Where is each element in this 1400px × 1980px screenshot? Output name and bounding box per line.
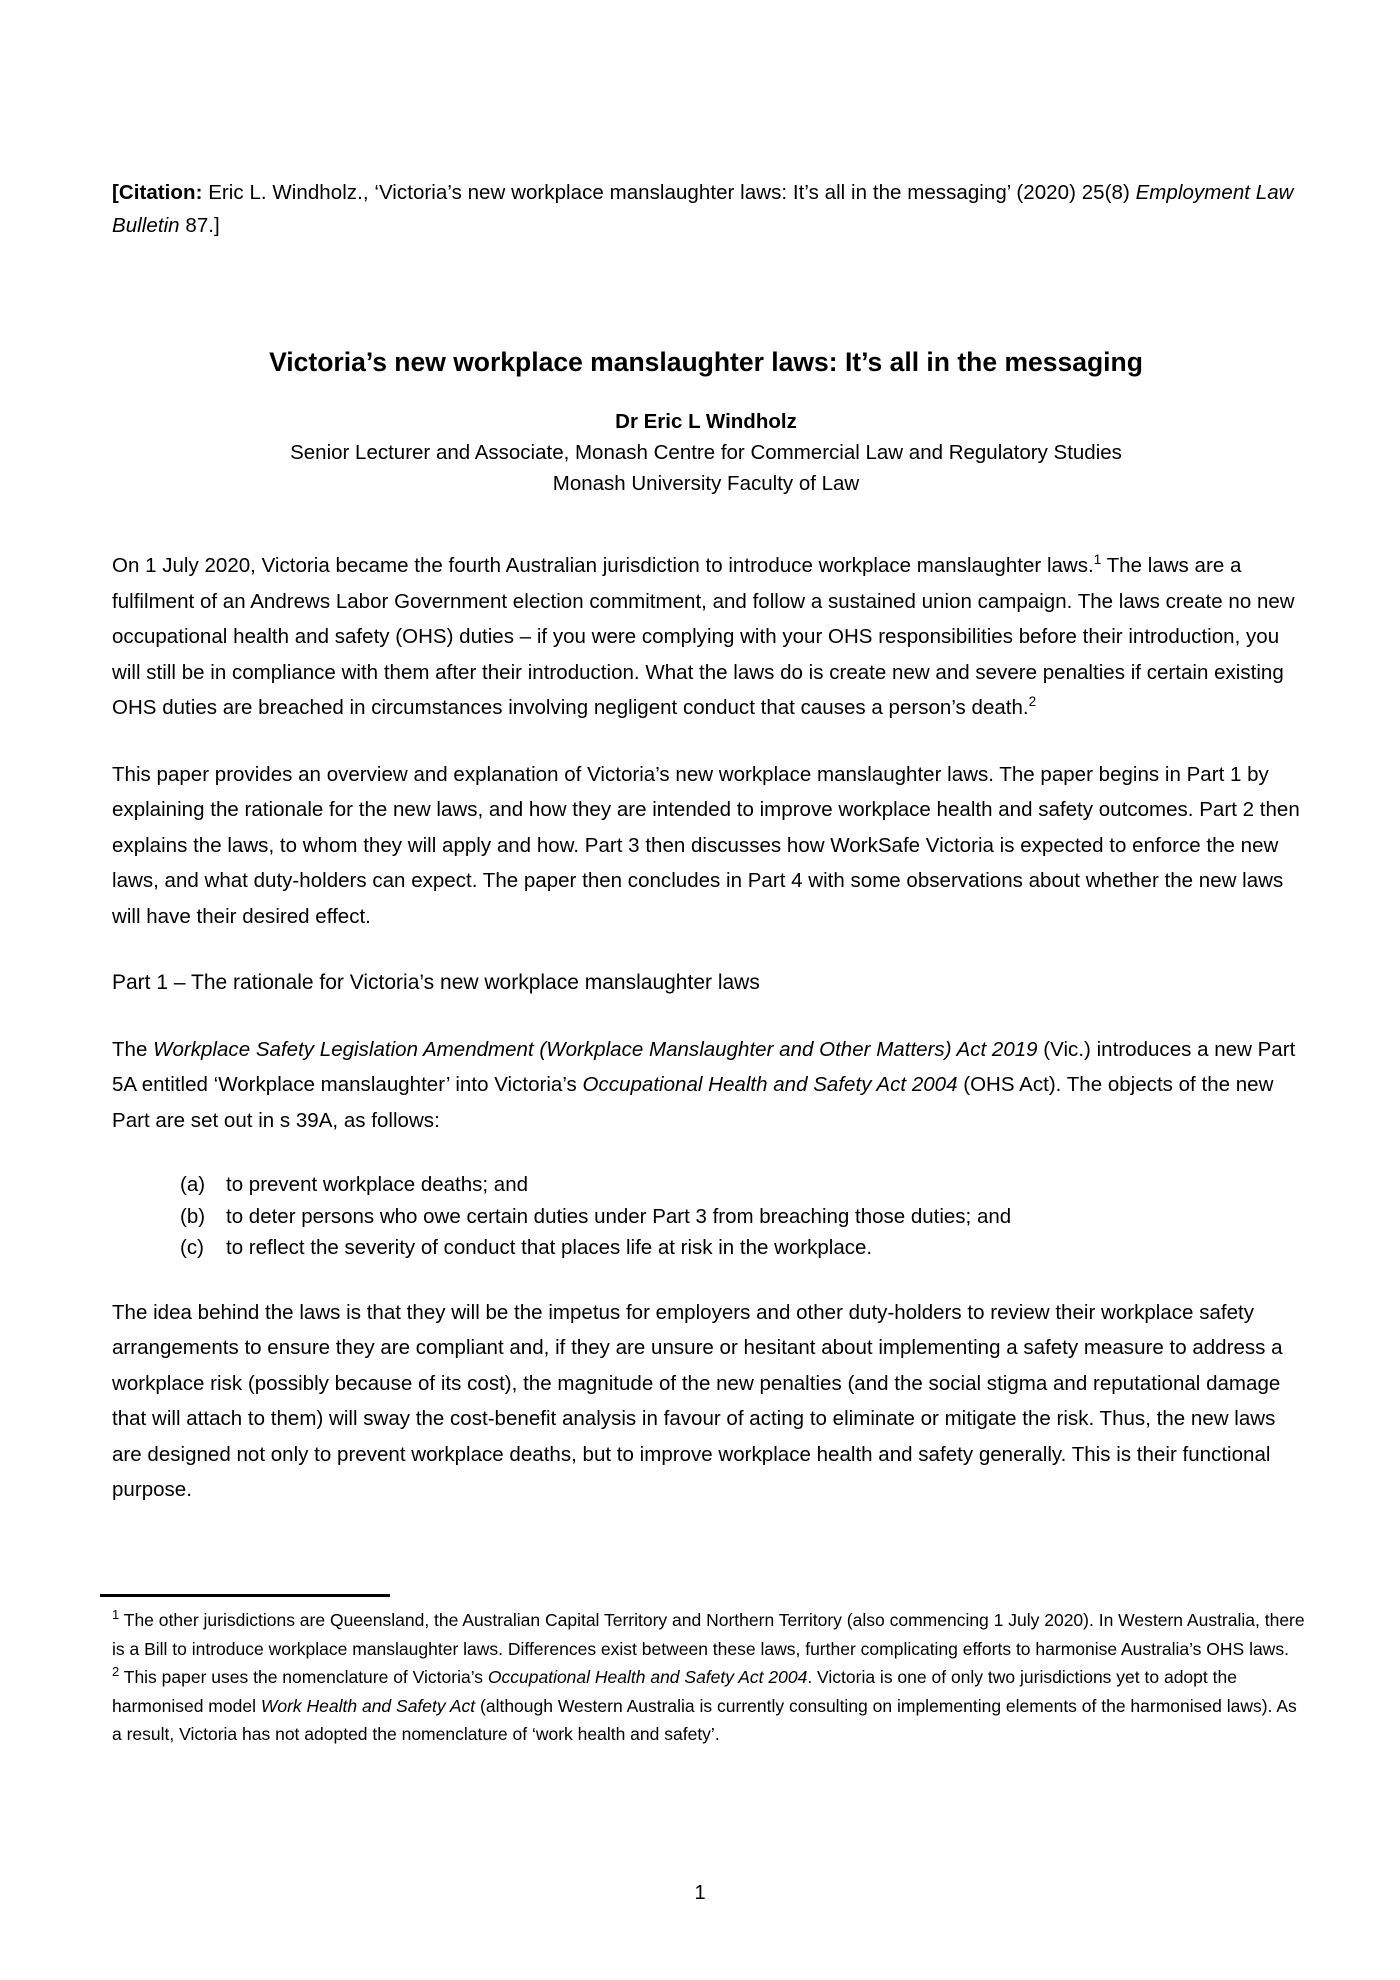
objects-list xyxy=(112,1169,1302,1264)
act-title-amendment: Workplace Safety Legislation Amendment (Workplace Manslaughter and Other Matters) Act 2019 xyxy=(153,1037,1038,1061)
author-name: Dr Eric L Windholz xyxy=(615,410,797,433)
paragraph-2: This paper provides an overview and explanation of Victoria’s new workplace manslaughter laws. The paper begins in Part 1 by explaining the rationale for the new laws, and how they are intended to improve workplace health and safety outcomes. Part 2 then explains the laws, to whom they will apply and how. Part 3 then discusses how WorkSafe Victoria is expected to enforce the new laws, and what duty-holders can expect. The paper then concludes in Part 4 with some observations about whether the new laws will have their desired effect. xyxy=(112,762,1300,928)
footnote-2-part-a: This paper uses the nomenclature of Victoria’s xyxy=(119,1667,488,1687)
paragraph-4: The idea behind the laws is that they will be the impetus for employers and other duty-holders to review their workplace safety arrangements to ensure they are compliant and, if they are unsure or hesitant about implementing a safety measure to address a workplace risk (possibly because of its cost), the magnitude of the new penalties (and the social stigma and reputational damage that will attach to them) will sway the cost-benefit analysis in favour of acting to eliminate or mitigate the risk. Thus, the new laws are designed not only to prevent workplace deaths, but to improve workplace health and safety generally. This is their functional purpose. xyxy=(112,1300,1283,1501)
footnote-ref-2[interactable]: 2 xyxy=(1028,694,1037,710)
citation-journal-title: Employment Law Bulletin xyxy=(112,181,1294,237)
footnote-2-part-c: (although Western Australia is currently consulting on implementing elements of the harmonised laws). As a result, Victoria has not adopted the nomenclature of ‘work health and safety’. xyxy=(112,1695,1297,1744)
citation-block xyxy=(112,176,1300,242)
paragraph-1-part-a: On 1 July 2020, Victoria became the fourth Australian jurisdiction to introduce workplace manslaughter laws. xyxy=(112,554,1094,577)
footnote-1-marker: 1 xyxy=(112,1607,120,1623)
author-affiliation-line-2: Monash University Faculty of Law xyxy=(552,472,860,495)
list-item-label: to prevent workplace deaths; and xyxy=(226,1173,528,1196)
document-body xyxy=(112,548,1302,1539)
author-block xyxy=(112,406,1300,499)
paragraph-1 xyxy=(112,548,1302,726)
footnote-2-act-title-whs: Work Health and Safety Act xyxy=(260,1695,476,1716)
footnote-ref-1[interactable]: 1 xyxy=(1093,552,1102,568)
author-affiliation-line-1: Senior Lecturer and Associate, Monash Centre for Commercial Law and Regulatory Studies xyxy=(290,441,1122,464)
footnote-2-part-b: . Victoria is one of only two jurisdictions yet to adopt the harmonised model xyxy=(112,1667,1237,1716)
list-item xyxy=(112,1169,1302,1201)
citation-line2-suffix: 87.] xyxy=(179,214,220,237)
paragraph-1-part-b: The laws are a fulfilment of an Andrews Labor Government election commitment, and follow a sustained union campaign. The laws create no new occupational health and safety (OHS) duties – if you were complying with your OHS responsibilities before their introduction, you will still be in compliance with them after their introduction. What the laws do is create new and severe penalties if certain existing OHS duties are breached in circumstances involving negligent conduct that causes a person’s death. xyxy=(112,554,1295,719)
act-title-ohs: Occupational Health and Safety Act 2004 xyxy=(582,1073,958,1096)
footnote-1 xyxy=(112,1606,1307,1663)
section-heading-part-1: Part 1 – The rationale for Victoria’s new workplace manslaughter laws xyxy=(112,971,760,994)
footnote-2-marker: 2 xyxy=(112,1664,120,1680)
list-item-marker: (b) xyxy=(180,1204,206,1228)
citation-line1-rest: Eric L. Windholz., ‘Victoria’s new workplace manslaughter laws: It’s all in the messaging’ (2020) xyxy=(202,181,1076,204)
citation-line2-prefix: 25(8) xyxy=(1081,181,1136,204)
list-item-label: to deter persons who owe certain duties under Part 3 from breaching those duties; and xyxy=(226,1204,1012,1228)
list-item xyxy=(112,1201,1302,1233)
paragraph-3 xyxy=(112,1032,1302,1139)
footnote-2-act-title-ohs: Occupational Health and Safety Act 2004 xyxy=(487,1667,808,1687)
paragraph-3-part-c: (OHS Act). The objects of the new Part are set out in s 39A, as follows: xyxy=(112,1073,1274,1132)
list-item-marker: (c) xyxy=(180,1236,204,1259)
footnote-separator xyxy=(100,1594,390,1597)
footnotes-block xyxy=(112,1606,1307,1749)
paragraph-3-part-b: (Vic.) introduces a new Part 5A entitled ‘Workplace manslaughter’ into Victoria’s xyxy=(112,1037,1296,1096)
citation-label: [Citation: xyxy=(112,181,203,204)
page-title: Victoria’s new workplace manslaughter laws: It’s all in the messaging xyxy=(269,347,1143,377)
paragraph-3-part-a: The xyxy=(112,1037,154,1061)
list-item-marker: (a) xyxy=(180,1173,206,1196)
list-item xyxy=(112,1232,1302,1264)
footnote-1-text: The other jurisdictions are Queensland, the Australian Capital Territory and Northern Territory (also commencing 1 July 2020). In Western Australia, there is a Bill to introduce workplace manslaughter laws. Differences exist between these laws, further complicating efforts to harmonise Australia’s OHS laws. xyxy=(112,1610,1305,1659)
list-item-label: to reflect the severity of conduct that places life at risk in the workplace. xyxy=(226,1236,873,1259)
footnote-2 xyxy=(112,1663,1307,1749)
page-number: 1 xyxy=(694,1882,706,1904)
